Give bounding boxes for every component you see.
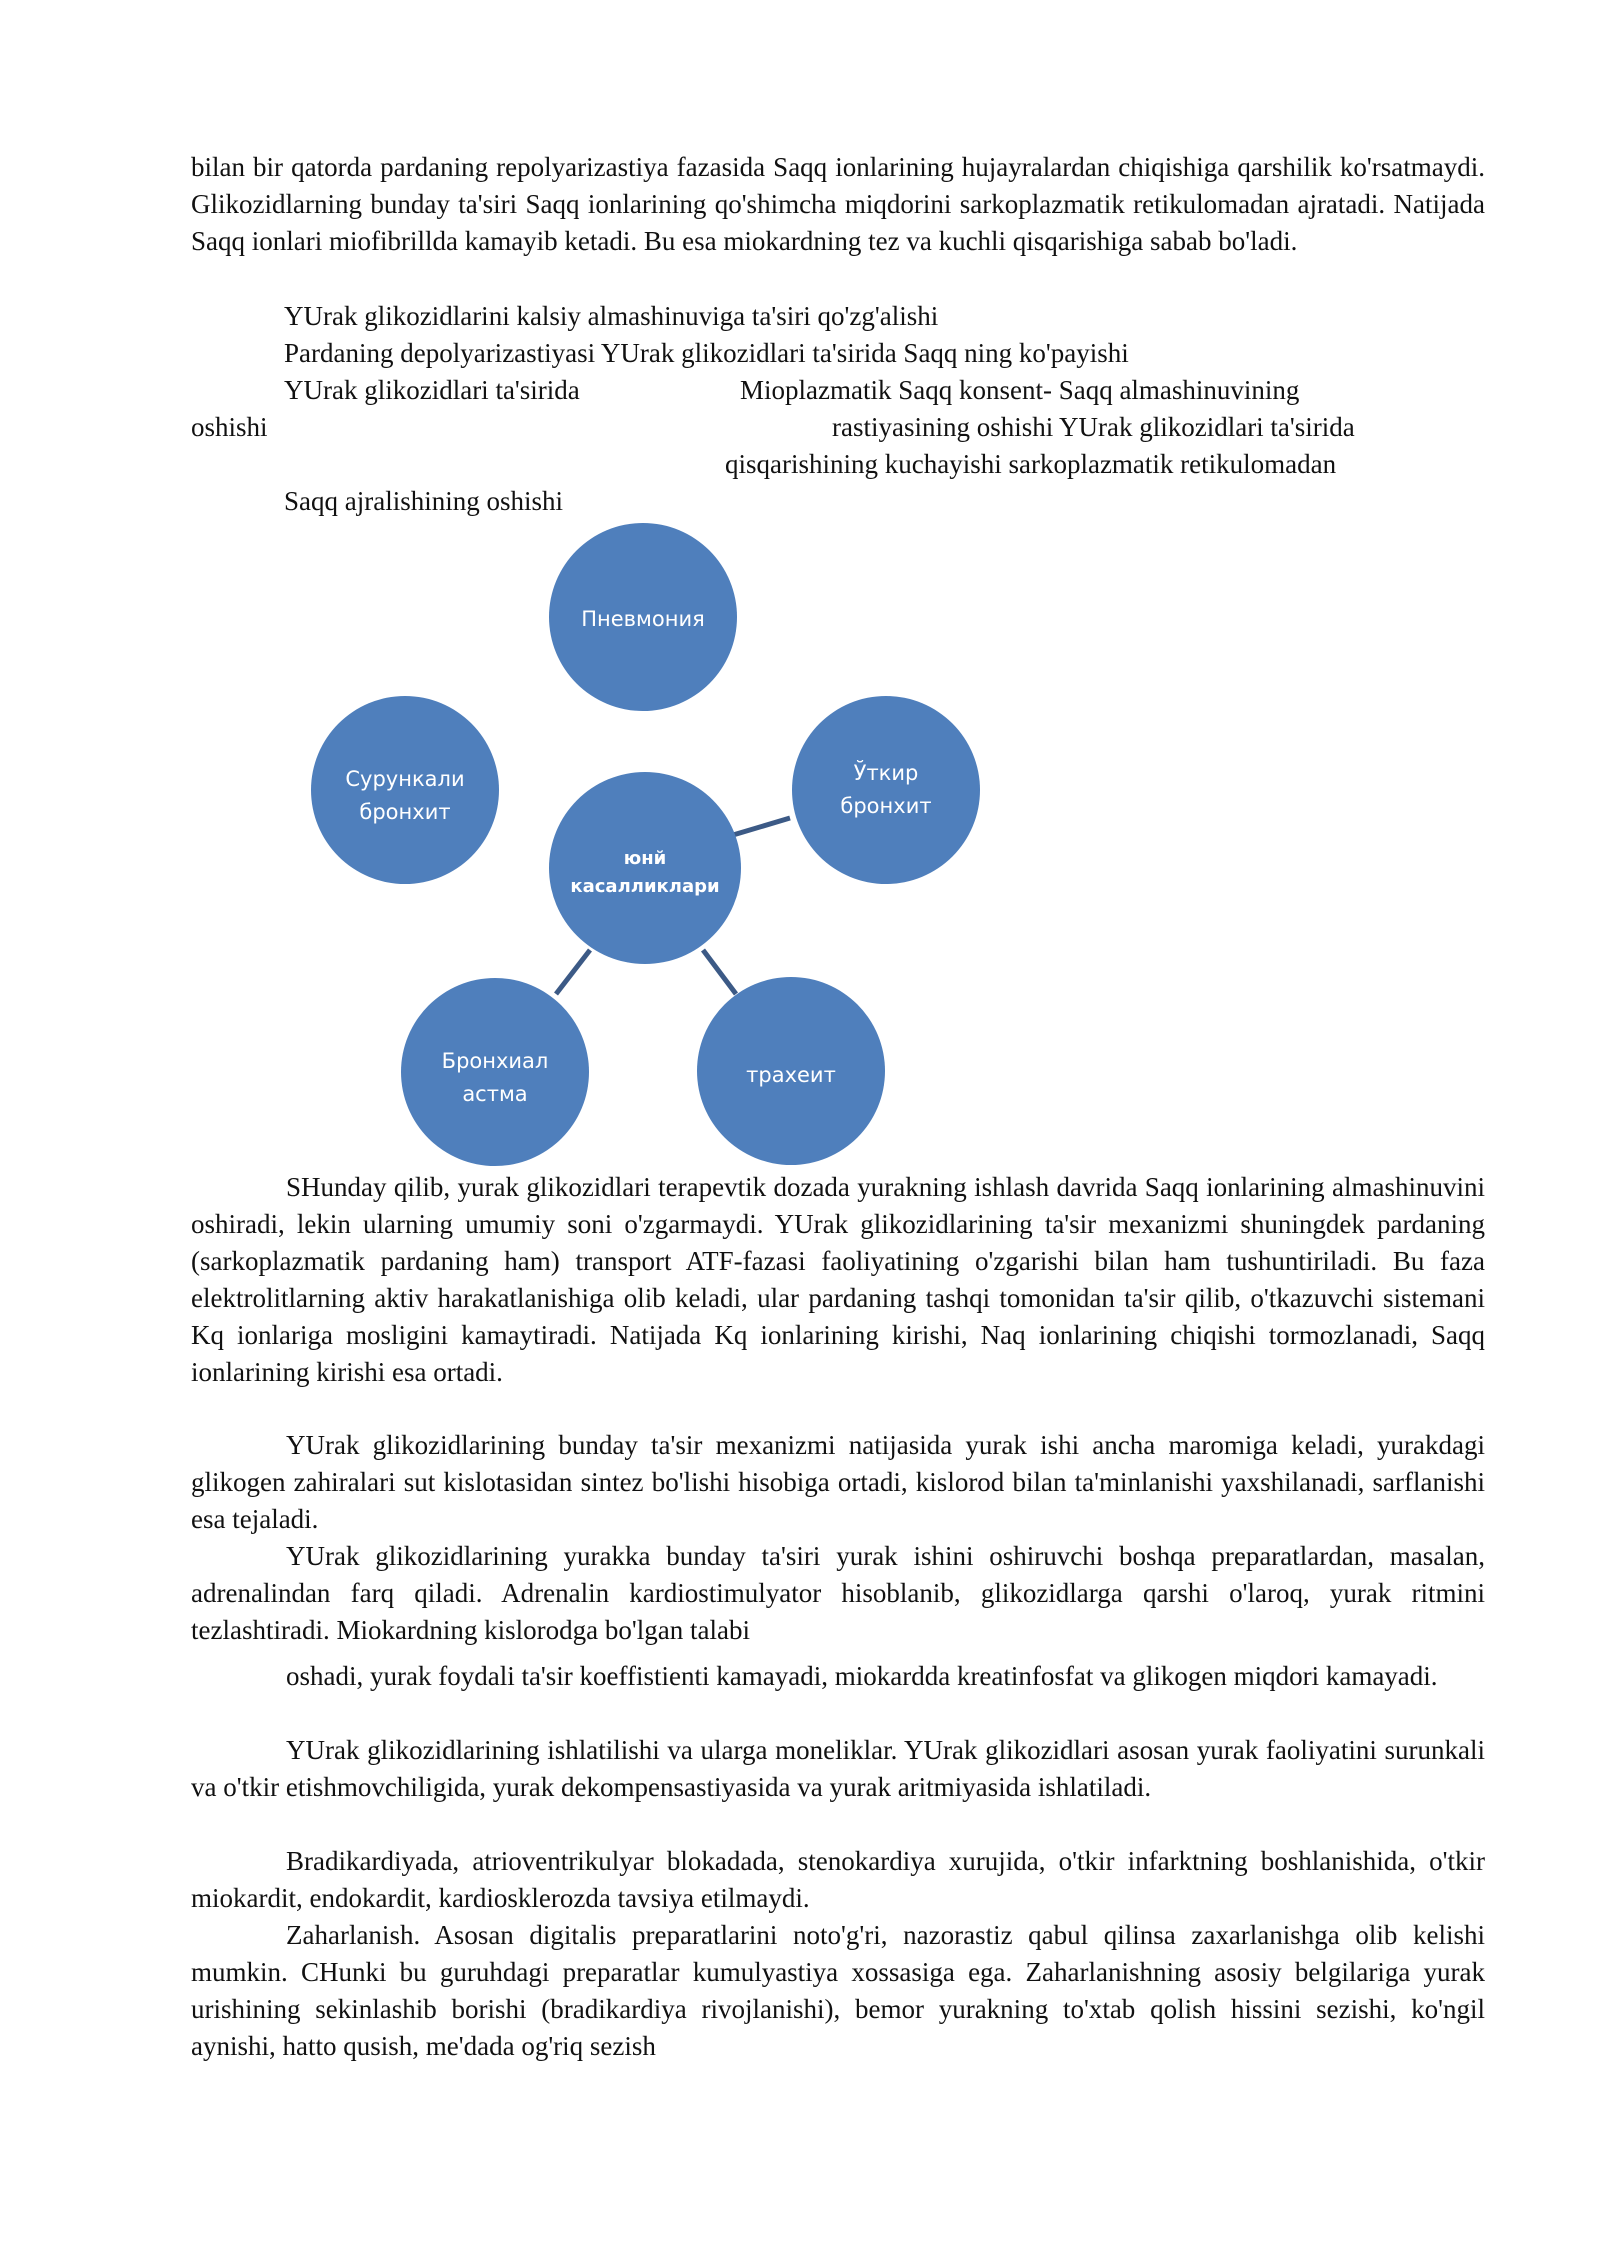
node-top-label: Пневмония (581, 607, 705, 631)
connector-bottom-right (703, 950, 736, 994)
node-right-label-1: Ўткир (853, 761, 919, 785)
node-right-label-2: бронхит (840, 794, 932, 818)
connector-right (733, 818, 790, 835)
scheme-line-1: YUrak glikozidlarini kalsiy almashinuviga ta'siri qo'zg'alishi (284, 301, 939, 331)
paragraph-result: YUrak glikozidlarining bunday ta'sir mexanizmi natijasida yurak ishi ancha maromiga keladi, yurakdagi glikogen zahiralari sut kislotasidan sintez bo'lishi hisobiga ortadi, kislorod bilan ta'minlanishi yaxshilanadi, sarflanishi esa tejaladi. (191, 1430, 1485, 1534)
node-right-circle (792, 696, 980, 884)
node-bottom-left (401, 978, 589, 1166)
node-right (792, 696, 980, 884)
paragraph-usage: YUrak glikozidlarining ishlatilishi va ularga moneliklar. YUrak glikozidlari asosan yurak faoliyatini surunkali va o'tkir etishmovchiligida, yurak dekompensastiyasida va yurak aritmiyasida ishlatiladi. (191, 1735, 1485, 1802)
scheme-line-5: qisqarishining kuchayishi sarkoplazmatik retikulomadan (725, 449, 1337, 479)
paragraph-intro: bilan bir qatorda pardaning repolyarizastiya fazasida Saqq ionlarining hujayralardan chiqishiga qarshilik ko'rsatmaydi. Glikozidlarning bunday ta'siri Saqq ionlarining qo'shimcha miqdorini sarkoplazmatik retikulomadan ajratadi. Natijada Saqq ionlari miofibrillda kamayib ketadi. Bu esa miokardning tez va kuchli qisqarishiga sabab bo'ladi. (191, 152, 1485, 256)
node-left-label-1: Сурункали (345, 767, 465, 791)
node-bottom-left-label-1: Бронхиал (441, 1049, 549, 1073)
node-bottom-left-label-2: астма (462, 1082, 528, 1106)
node-left (311, 696, 499, 884)
node-center-label-1: юнй (623, 848, 667, 869)
scheme-line-3a: YUrak glikozidlari ta'sirida (284, 375, 580, 405)
node-left-label-2: бронхит (359, 800, 451, 824)
node-bottom-right-label: трахеит (746, 1063, 836, 1087)
paragraph-poisoning: Zaharlanish. Asosan digitalis preparatlarini noto'g'ri, nazorastiz qabul qilinsa zaxarlanishga olib kelishi mumkin. CHunki bu guruhdagi preparatlar kumulyastiya xossasiga ega. Zaharlanishning asosiy belgilariga yurak urishining sekinlashib borishi (bradikardiya rivojlanishi), bemor yurakning to'xtab qolish hissini sezishi, ko'ngil aynishi, hatto qusish, me'dada og'riq sezish (191, 1920, 1485, 2061)
node-top (549, 523, 737, 711)
paragraph-oxygen: oshadi, yurak foydali ta'sir koeffistienti kamayadi, miokardda kreatinfosfat va glikogen miqdori kamayadi. (286, 1661, 1438, 1691)
connector-bottom-left (556, 950, 590, 994)
paragraph-contraindications: Bradikardiyada, atrioventrikulyar blokadada, stenokardiya xurujida, o'tkir infarktning boshlanishida, o'tkir miokardit, endokardit, kardiosklerozda tavsiya etilmaydi. (191, 1846, 1485, 1913)
scheme-line-4b: rastiyasining oshishi YUrak glikozidlari ta'sirida (832, 412, 1355, 442)
node-center-label-2: касалликлари (570, 876, 720, 897)
paragraph-adrenalin: YUrak glikozidlarining yurakka bunday ta'siri yurak ishini oshiruvchi boshqa preparatlardan, masalan, adrenalindan farq qiladi. Adrenalin kardiostimulyator hisoblanib, glikozidlarga qarshi o'laroq, yurak ritmini tezlashtiradi. Miokardning kislorodga bo'lgan talabi (191, 1541, 1485, 1645)
scheme-line-2: Pardaning depolyarizastiyasi YUrak glikozidlari ta'sirida Saqq ning ko'payishi (284, 338, 1129, 368)
node-bottom-right (697, 977, 885, 1165)
paragraph-mechanism: SHunday qilib, yurak glikozidlari terapevtik dozada yurakning ishlash davrida Saqq ionlarining almashinuvini oshiradi, lekin ularning umumiy soni o'zgarmaydi. YUrak glikozidlarining ta'sir mexanizmi shuningdek pardaning (sarkoplazmatik pardaning ham) transport ATF-fazasi faoliyatining o'zgarishi bilan ham tushuntiriladi. Bu faza elektrolitlarning aktiv harakatlanishiga olib keladi, ular pardaning tashqi tomonidan ta'sir qilib, o'tkazuvchi sistemani Kq ionlariga mosligini kamaytiradi. Natijada Kq ionlarining kirishi, Naq ionlarining chiqishi tormozlanadi, Saqq ionlarining kirishi esa ortadi. (191, 1172, 1485, 1387)
scheme-line-6: Saqq ajralishining oshishi (284, 486, 563, 516)
node-center (549, 772, 741, 964)
scheme-line-3b: Mioplazmatik Saqq konsent- Saqq almashinuvining (740, 375, 1300, 405)
scheme-line-4a: oshishi (191, 412, 268, 442)
